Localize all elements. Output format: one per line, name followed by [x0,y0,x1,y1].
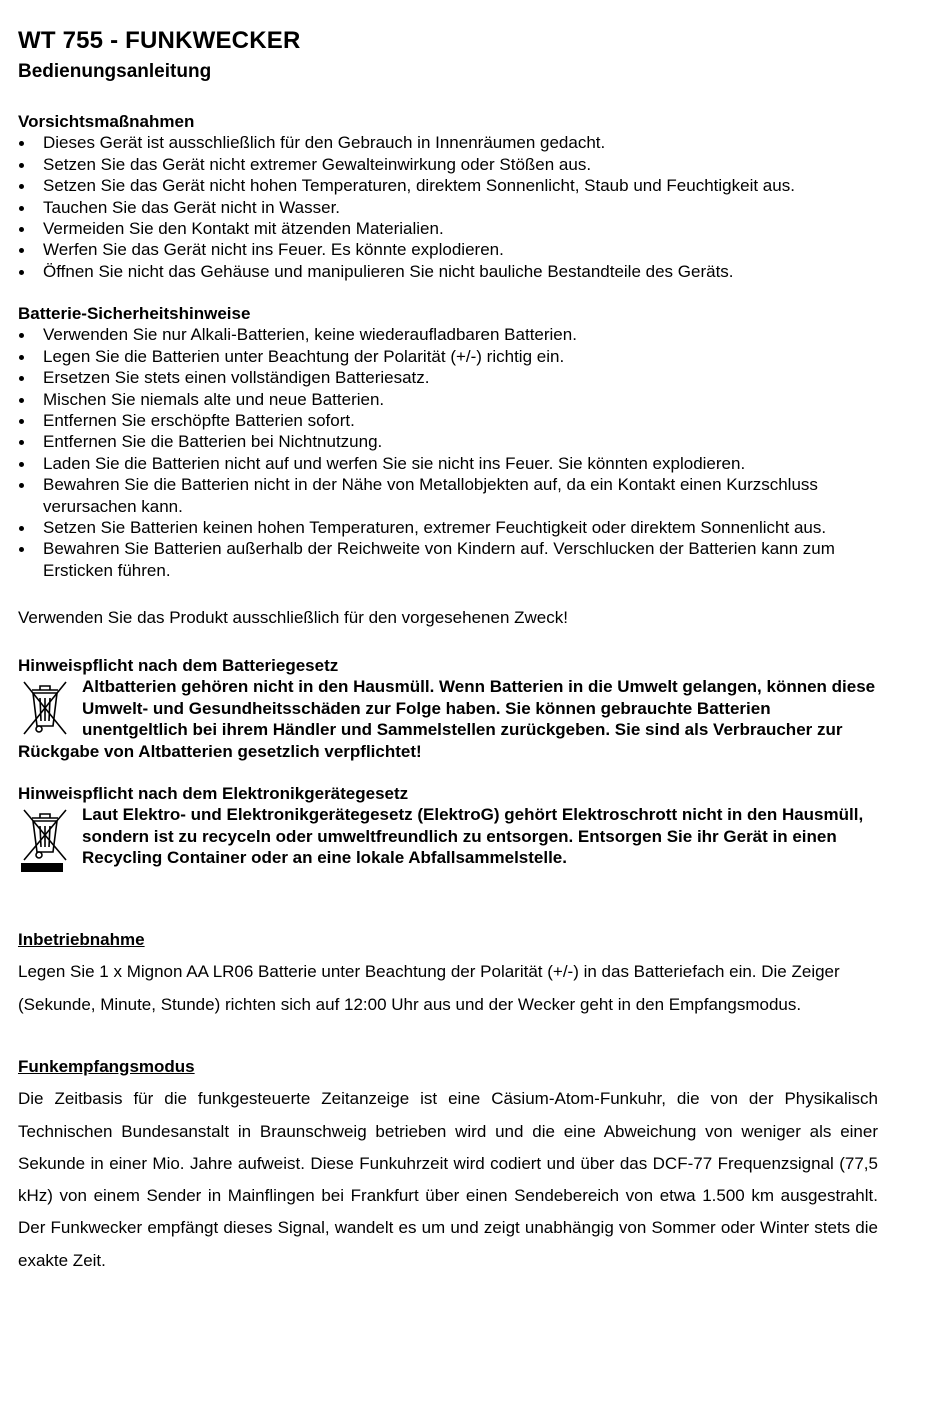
list-item: Öffnen Sie nicht das Gehäuse und manipulieren Sie nicht bauliche Bestandteile des Geräts. [18,261,878,282]
list-item: Werfen Sie das Gerät nicht ins Feuer. Es könnte explodieren. [18,239,878,260]
list-item: Laden Sie die Batterien nicht auf und werfen Sie sie nicht ins Feuer. Sie könnten explodieren. [18,453,878,474]
list-item: Mischen Sie niemals alte und neue Batterien. [18,389,878,410]
list-item: Ersetzen Sie stets einen vollständigen Batteriesatz. [18,367,878,388]
list-item: Verwenden Sie nur Alkali-Batterien, keine wiederaufladbaren Batterien. [18,324,878,345]
page-title: WT 755 - FUNKWECKER [18,27,301,54]
crossed-out-bin-icon [18,678,72,736]
list-item: Entfernen Sie erschöpfte Batterien sofort. [18,410,878,431]
list-item: Tauchen Sie das Gerät nicht in Wasser. [18,197,878,218]
list-item: Entfernen Sie die Batterien bei Nichtnutzung. [18,431,878,452]
battery-law-text: Altbatterien gehören nicht in den Hausmüll. Wenn Batterien in die Umwelt gelangen, können diese Umwelt- und Gesundheitsschäden zur Folge haben. Sie können gebrauchte Batterien unentgeltlich bei ihrem Händler und Sammelstellen zurückgeben. Sie sind als Verbraucher zur Rückgabe von Altbatterien gesetzlich verpflichtet! [18,677,876,761]
list-item: Bewahren Sie die Batterien nicht in der Nähe von Metallobjekten auf, da ein Kontakt einen Kurzschluss verursachen kann. [18,474,878,517]
list-item: Vermeiden Sie den Kontakt mit ätzenden Materialien. [18,218,878,239]
battery-safety-heading: Batterie-Sicherheitshinweise [18,304,251,323]
startup-section [18,924,878,1021]
precautions-list [18,132,878,282]
battery-safety-list [18,324,878,581]
list-item: Legen Sie die Batterien unter Beachtung der Polarität (+/-) richtig ein. [18,346,878,367]
startup-heading: Inbetriebnahme [18,930,145,949]
page-subtitle: Bedienungsanleitung [18,61,212,82]
radio-mode-heading: Funkempfangsmodus [18,1057,195,1076]
intended-use-text: Verwenden Sie das Produkt ausschließlich für den vorgesehenen Zweck! [18,608,568,627]
radio-mode-section [18,1051,878,1277]
battery-safety-section [18,303,878,581]
electronics-law-notice [18,804,878,868]
crossed-out-bin-bar-icon [18,806,72,874]
precautions-section [18,111,878,282]
electronics-law-heading: Hinweispflicht nach dem Elektronikgerätegesetz [18,784,409,803]
battery-law-heading: Hinweispflicht nach dem Batteriegesetz [18,656,339,675]
list-item: Dieses Gerät ist ausschließlich für den Gebrauch in Innenräumen gedacht. [18,132,878,153]
battery-law-notice [18,676,878,762]
battery-law-section [18,655,878,762]
startup-text: Legen Sie 1 x Mignon AA LR06 Batterie unter Beachtung der Polarität (+/-) in das Batteriefach ein. Die Zeiger (Sekunde, Minute, Stunde) richten sich auf 12:00 Uhr aus und der Wecker geht in den Empfangsmodus. [18,962,840,1014]
list-item: Setzen Sie Batterien keinen hohen Temperaturen, extremer Feuchtigkeit oder direktem Sonnenlicht aus. [18,517,878,538]
precautions-heading: Vorsichtsmaßnahmen [18,112,195,131]
electronics-law-section [18,783,878,874]
electronics-law-text: Laut Elektro- und Elektronikgerätegesetz (ElektroG) gehört Elektroschrott nicht in den Hausmüll, sondern ist zu recyceln oder umweltfreundlich zu entsorgen. Entsorgen Sie ihr Gerät in einen Recycling Container oder an eine lokale Abfallsammelstelle. [82,805,864,868]
list-item: Setzen Sie das Gerät nicht extremer Gewalteinwirkung oder Stößen aus. [18,154,878,175]
list-item: Bewahren Sie Batterien außerhalb der Reichweite von Kindern auf. Verschlucken der Batterien kann zum Ersticken führen. [18,538,878,581]
intended-use-section [18,607,878,628]
list-item: Setzen Sie das Gerät nicht hohen Temperaturen, direktem Sonnenlicht, Staub und Feuchtigkeit aus. [18,175,878,196]
radio-mode-text: Die Zeitbasis für die funkgesteuerte Zeitanzeige ist eine Cäsium-Atom-Funkuhr, die von der Physikalisch Technischen Bundesanstalt in Braunschweig betrieben wird und die eine Abweichung von weniger als einer Sekunde in einer Mio. Jahre aufweist. Diese Funkuhrzeit wird codiert und über das DCF-77 Frequenzsignal (77,5 kHz) von einem Sender in Mainflingen bei Frankfurt über einen Sendebereich von etwa 1.500 km ausgestrahlt. Der Funkwecker empfängt dieses Signal, wandelt es um und zeigt unabhängig von Sommer oder Winter stets die exakte Zeit. [18,1089,878,1270]
